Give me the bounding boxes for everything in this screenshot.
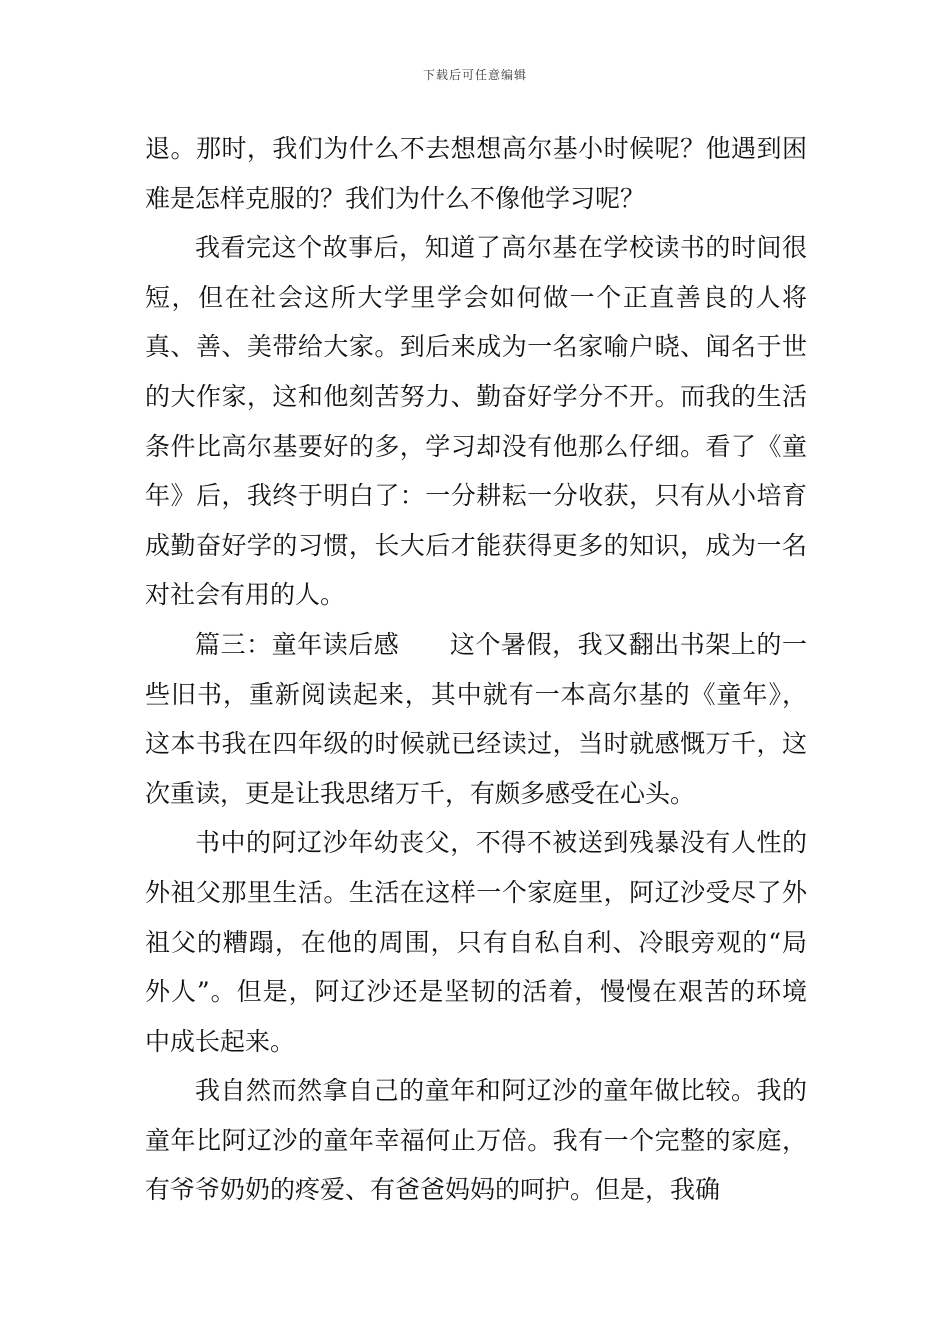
paragraph-2: 我看完这个故事后，知道了高尔基在学校读书的时间很短，但在社会这所大学里学会如何做一个正直善良的人将真、善、美带给大家。到后来成为一名家喻户晓、闻名于世的大作家，这和他刻苦努力、勤奋好学分不开。而我的生活条件比高尔基要好的多，学习却没有他那么仔细。看了《童年》后，我终于明白了：一分耕耘一分收获，只有从小培育成勤奋好学的习惯，长大后才能获得更多的知识，成为一名对社会有用的人。 <box>145 233 807 610</box>
section-heading: 篇三：童年读后感 <box>195 629 400 659</box>
page-header: 下载后可任意编辑 <box>422 68 527 82</box>
paragraph-1: 退。那时，我们为什么不去想想高尔基小时候呢？他遇到困难是怎样克服的？我们为什么不像他学习呢？ <box>145 134 807 213</box>
paragraph-3 <box>145 620 807 818</box>
paragraph-3-text: 这个暑假，我又翻出书架上的一些旧书，重新阅读起来，其中就有一本高尔基的《童年》，这本书我在四年级的时候就已经读过，当时就感慨万千，这次重读，更是让我思绪万千，有颇多感受在心头。 <box>145 629 807 808</box>
paragraph-5: 我自然而然拿自己的童年和阿辽沙的童年做比较。我的童年比阿辽沙的童年幸福何止万倍。我有一个完整的家庭，有爷爷奶奶的疼爱、有爸爸妈妈的呵护。但是，我确 <box>145 1076 807 1205</box>
paragraph-4: 书中的阿辽沙年幼丧父，不得不被送到残暴没有人性的外祖父那里生活。生活在这样一个家庭里，阿辽沙受尽了外祖父的糟蹋，在他的周围，只有自私自利、冷眼旁观的“局外人”。但是，阿辽沙还是坚韧的活着，慢慢在艰苦的环境中成长起来。 <box>145 828 807 1056</box>
document-body <box>145 124 807 1215</box>
